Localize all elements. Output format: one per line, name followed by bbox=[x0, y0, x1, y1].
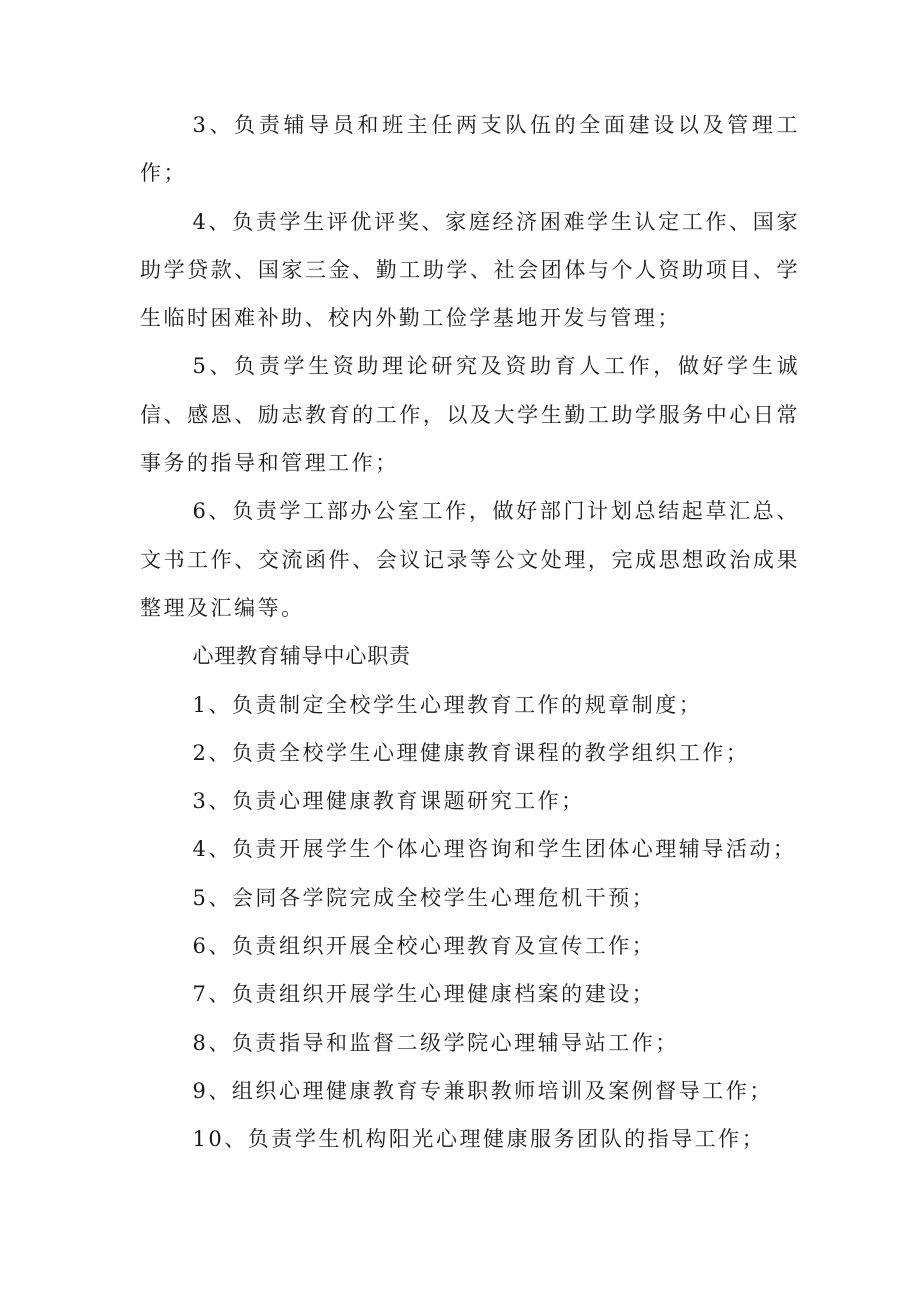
section-heading: 心理教育辅导中心职责 bbox=[192, 644, 411, 669]
paragraph-5: 5、负责学生资助理论研究及资助育人工作，做好学生诚信、感恩、励志教育的工作，以及大学生勤工助学服务中心日常事务的指导和管理工作； bbox=[140, 354, 800, 476]
list-item: 10、负责学生机构阳光心理健康服务团队的指导工作； bbox=[192, 1127, 766, 1152]
list-item: 8、负责指导和监督二级学院心理辅导站工作； bbox=[192, 1030, 679, 1055]
paragraph-6: 6、负责学工部办公室工作，做好部门计划总结起草汇总、文书工作、交流函件、会议记录等公文处理，完成思想政治成果整理及汇编等。 bbox=[140, 499, 800, 620]
list-item: 3、负责心理健康教育课题研究工作； bbox=[192, 789, 585, 814]
list-item: 6、负责组织开展全校心理教育及宣传工作； bbox=[192, 934, 656, 959]
list-item: 1、负责制定全校学生心理教育工作的规章制度； bbox=[192, 692, 703, 717]
list-item: 4、负责开展学生个体心理咨询和学生团体心理辅导活动； bbox=[192, 837, 797, 862]
list-item: 2、负责全校学生心理健康教育课程的教学组织工作； bbox=[192, 740, 750, 765]
list-item: 9、组织心理健康教育专兼职教师培训及案例督导工作； bbox=[192, 1078, 773, 1103]
list-item: 7、负责组织开展学生心理健康档案的建设； bbox=[192, 982, 656, 1007]
paragraph-4: 4、负责学生评优评奖、家庭经济困难学生认定工作、国家助学贷款、国家三金、勤工助学、社会团体与个人资助项目、学生临时困难补助、校内外勤工俭学基地开发与管理； bbox=[140, 209, 800, 331]
list-item: 5、会同各学院完成全校学生心理危机干预； bbox=[192, 885, 656, 910]
document-body bbox=[140, 101, 800, 1164]
paragraph-3: 3、负责辅导员和班主任两支队伍的全面建设以及管理工作； bbox=[140, 113, 800, 186]
